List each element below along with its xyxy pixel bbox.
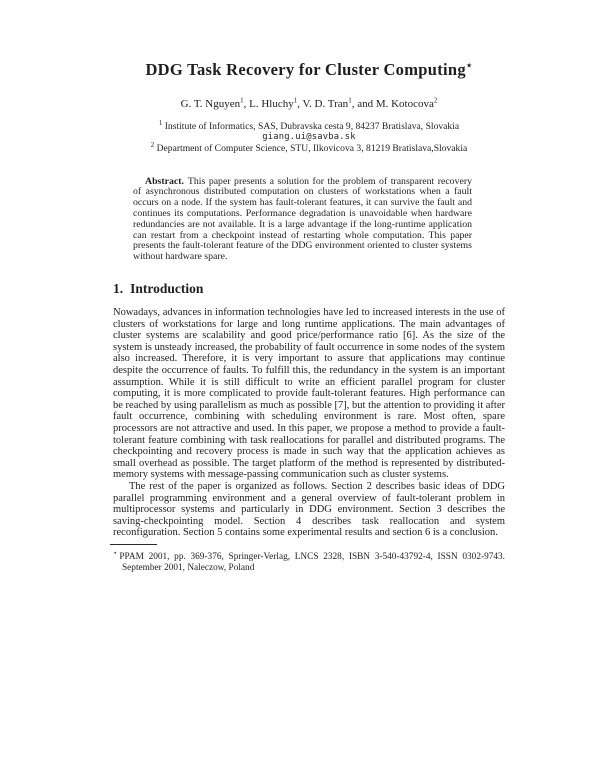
author-affiliation-ref: 1	[293, 95, 298, 104]
contact-email: giang.ui@savba.sk	[262, 131, 356, 142]
body-paragraph: The rest of the paper is organized as follows. Section 2 describes basic ideas of DDG parallel programming environment and a general overview of fault-tolerant problem in multiprocessor systems and particularly in DDG environment. Section 3 describes the saving-checkpointing model. Section 4 describes task reallocation and system reconfiguration. Section 5 contains some experimental results and section 6 is a conclusion.	[113, 480, 505, 539]
section-title: Introduction	[130, 281, 204, 296]
author-affiliation-ref: 1	[240, 95, 244, 104]
author-separator: , and	[351, 97, 376, 110]
author-name: M. Kotocova	[375, 97, 434, 110]
affiliation-marker: 2	[150, 140, 155, 149]
abstract-text: This paper presents a solution for the problem of transparent recovery of asynchronous distributed computation on clusters of workstations when a fault occurs on a node. If the system has fault-tolerant features, it can survive the fault and continues its computations. Performance degradation is unavoidable when hardware redundancies are not available. It is a large advantage if the long-runtime application can restart from a checkpoint instead of restarting whole computation. This paper presents the fault-tolerant feature of the DDG environment oriented to cluster systems without hardware spare.	[133, 175, 472, 263]
footnote-body	[113, 548, 505, 573]
footnote-marker: ⋆	[113, 548, 118, 557]
affiliations-block	[113, 118, 505, 154]
abstract-label: Abstract.	[145, 175, 184, 187]
author-affiliation-ref: 1	[348, 95, 352, 104]
affiliation-line	[113, 118, 505, 132]
paper-title	[113, 60, 505, 81]
author-separator: ,	[243, 97, 250, 110]
affiliation-marker: 1	[158, 118, 163, 127]
section-body	[113, 307, 505, 539]
section-number: 1.	[113, 281, 124, 296]
footnote-text: PPAM 2001, pp. 369-376, Springer-Verlag, LNCS 2328, ISBN 3-540-43792-4, ISSN 0302-9743. September 2001, Naleczow, Poland	[119, 551, 505, 573]
section-heading	[113, 281, 505, 297]
title-footnote-marker: ⋆	[465, 60, 473, 72]
paper-title-text: DDG Task Recovery for Cluster Computing	[145, 60, 466, 79]
body-paragraph: Nowadays, advances in information technologies have led to increased interests in the use of clusters of workstations for large and long runtime applications. The main advantages of cluster systems are scalability and good price/performance ratio [6]. As the size of the system is unsteady increased, the probability of fault occurrence in some nodes of the system also increased. Therefore, it is very important to assure that applications may continue despite the occurrence of faults. To fulfill this, the redundancy in the system is an important assumption. While it is still difficult to write an efficient parallel program for cluster computing, it is more complicated to provide fault-tolerant features. High performance can be reached by using parallelism as much as possible [7], but the attention to providing it after fault occurrence, combining with scheduling environment is rare. Most often, spare processors are not attractive and used. In this paper, we propose a method to provide a fault-tolerant feature combining with task reallocations for parallel and distributed programs. The checkpointing and recovery process is made in such way that the application achieves as small overhead as possible. The target platform of the method is represented by distributed-memory systems with message-passing communication such as cluster systems.	[113, 307, 505, 481]
author-affiliation-ref: 2	[433, 95, 438, 104]
author-separator: ,	[297, 97, 303, 110]
paper-content-column	[113, 0, 505, 573]
author-line	[113, 95, 505, 110]
author-name: G. T. Nguyen	[180, 97, 241, 110]
footnote	[113, 544, 505, 573]
abstract-block	[133, 177, 472, 263]
affiliation-text: Institute of Informatics, SAS, Dubravska cesta 9, 84237 Bratislava, Slovakia	[164, 120, 460, 132]
author-name: V. D. Tran	[302, 97, 349, 110]
affiliation-text: Department of Computer Science, STU, Ilkovicova 3, 81219 Bratislava,Slovakia	[156, 142, 468, 154]
affiliation-line	[113, 140, 505, 154]
author-name: L. Hluchy	[249, 97, 294, 110]
footnote-rule	[110, 544, 157, 545]
